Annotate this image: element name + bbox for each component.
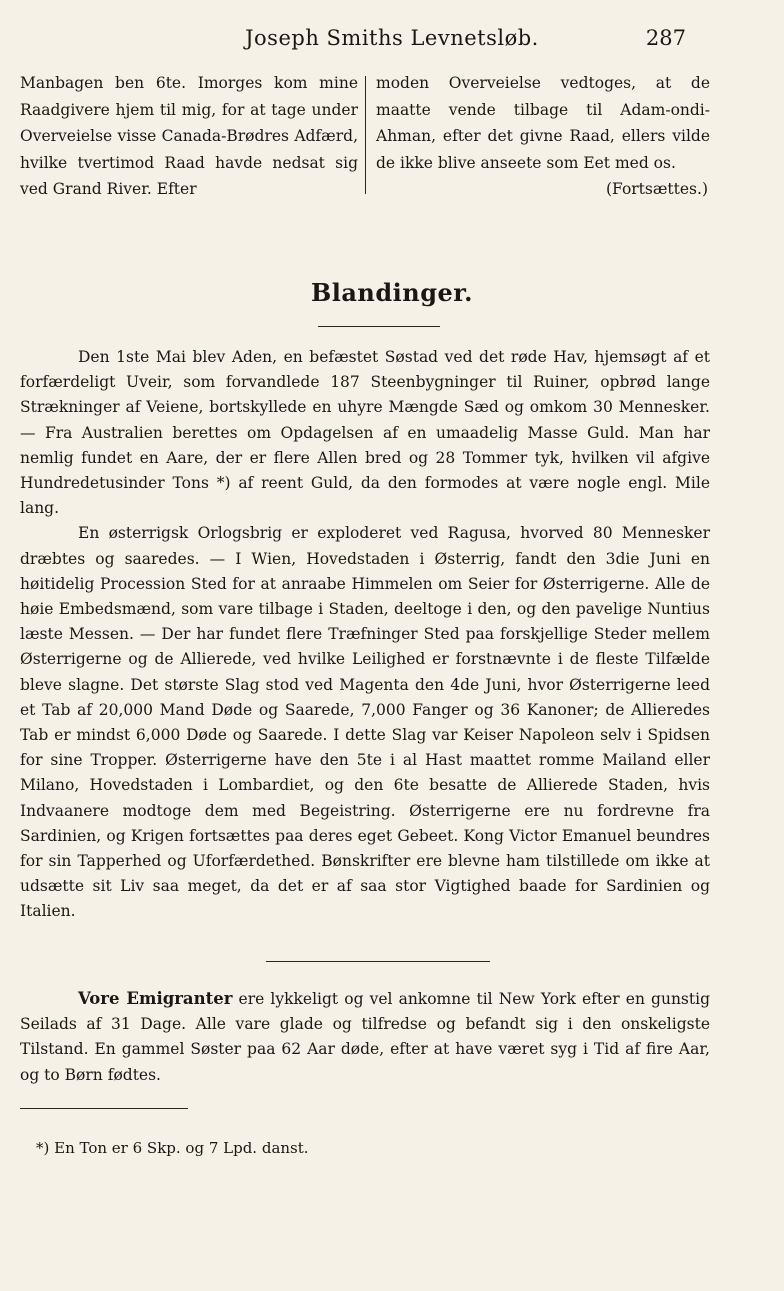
- news-section: [20, 345, 710, 925]
- emigrants-section: [20, 986, 710, 1088]
- news-paragraph-2: En østerrigsk Orlogsbrig er exploderet ved Ragusa, hvorved 80 Mennesker dræbtes og saaredes. — I Wien, Hovedstaden i Østerrig, fandt den 3die Juni en høitidelig Procession Sted for at anraabe Himmelen om Seier for Østerrigerne. Alle de høie Embedsmænd, som vare tilbage i Staden, deeltoge i den, og den pavelige Nuntius læste Messen. — Der har fundet flere Træfninger Sted paa forskjellige Steder mellem Østerrigerne og de Allierede, ved hvilke Leilighed er forstnævnte i de fleste Tilfælde bleve slagne. Det største Slag stod ved Magenta den 4de Juni, hvor Østerrigerne leed et Tab af 20,000 Mand Døde og Saarede, 7,000 Fanger og 36 Kanoner; de Allieredes Tab er mindst 6,000 Døde og Saarede. I dette Slag var Keiser Napoleon selv i Spidsen for sine Tropper. Østerrigerne have den 5te i al Hast maattet romme Mailand eller Milano, Hovedstaden i Lombardiet, og den 6te besatte de Allierede Staden, hvis Indvaanere modtoge dem med Begeistring. Østerrigerne ere nu fordrevne fra Sardinien, og Krigen fortsættes paa deres eget Gebeet. Kong Victor Emanuel beundres for sin Tapperhed og Uforfærdethed. Bønskrifter ere blevne ham tilstillede om ikke at udsætte sit Liv saa meget, da det er af saa stor Vigtighed baade for Sardinien og Italien.: [20, 524, 710, 921]
- running-title: Joseph Smiths Levnetsløb.: [245, 26, 539, 50]
- page-header: [0, 26, 784, 56]
- footnote-rule: [20, 1108, 188, 1109]
- left-column-text: Manbagen ben 6te. Imorges kom mine Raadgivere hjem til mig, for at tage under Overveielse visse Canada-Brødres Adfærd, hvilke tvertimod Raad havde nedsat sig ved Grand River. Efter: [20, 74, 358, 198]
- section-divider-rule: [266, 961, 490, 962]
- continued-note: (Fortsættes.): [605, 180, 708, 198]
- right-column-text: moden Overveielse vedtoges, at de maatte vende tilbage til Adam-ondi-Ahman, efter det givne Raad, ellers vilde de ikke blive anseete som Eet med os.: [376, 74, 710, 172]
- news-paragraph-1: Den 1ste Mai blev Aden, en befæstet Søstad ved det røde Hav, hjemsøgt af et forfærdeligt Uveir, som forvandlede 187 Steenbygninger til Ruiner, opbrød lange Strækninger af Veiene, bortskyllede en uhyre Mængde Sæd og omkom 30 Mennesker. — Fra Australien berettes om Opdagelsen af en umaadelig Masse Guld. Man har nemlig fundet en Aare, der er flere Allen bred og 28 Tommer tyk, hvilken vil afgive Hundredetusinder Tons *) af reent Guld, da den formodes at være nogle engl. Mile lang.: [20, 348, 710, 518]
- column-divider: [365, 76, 366, 194]
- section-heading: Blandinger.: [310, 278, 474, 307]
- two-column-continuation: [20, 70, 710, 202]
- emigrants-paragraph: [20, 986, 710, 1088]
- page-number: 287: [645, 26, 686, 50]
- footnote: *) En Ton er 6 Skp. og 7 Lpd. danst.: [36, 1139, 309, 1157]
- emigrants-lead: Vore Emigranter: [78, 989, 233, 1008]
- emigrants-text: ere lykkeligt og vel ankomne til New York efter en gunstig Seilads af 31 Dage. Alle vare glade og tilfredse og befandt sig i den onskeligste Tilstand. En gammel Søster paa 62 Aar døde, efter at have været syg i Tid af fire Aar, og to Børn fødtes.: [20, 990, 710, 1084]
- right-column: [376, 70, 710, 203]
- heading-rule: [318, 326, 440, 327]
